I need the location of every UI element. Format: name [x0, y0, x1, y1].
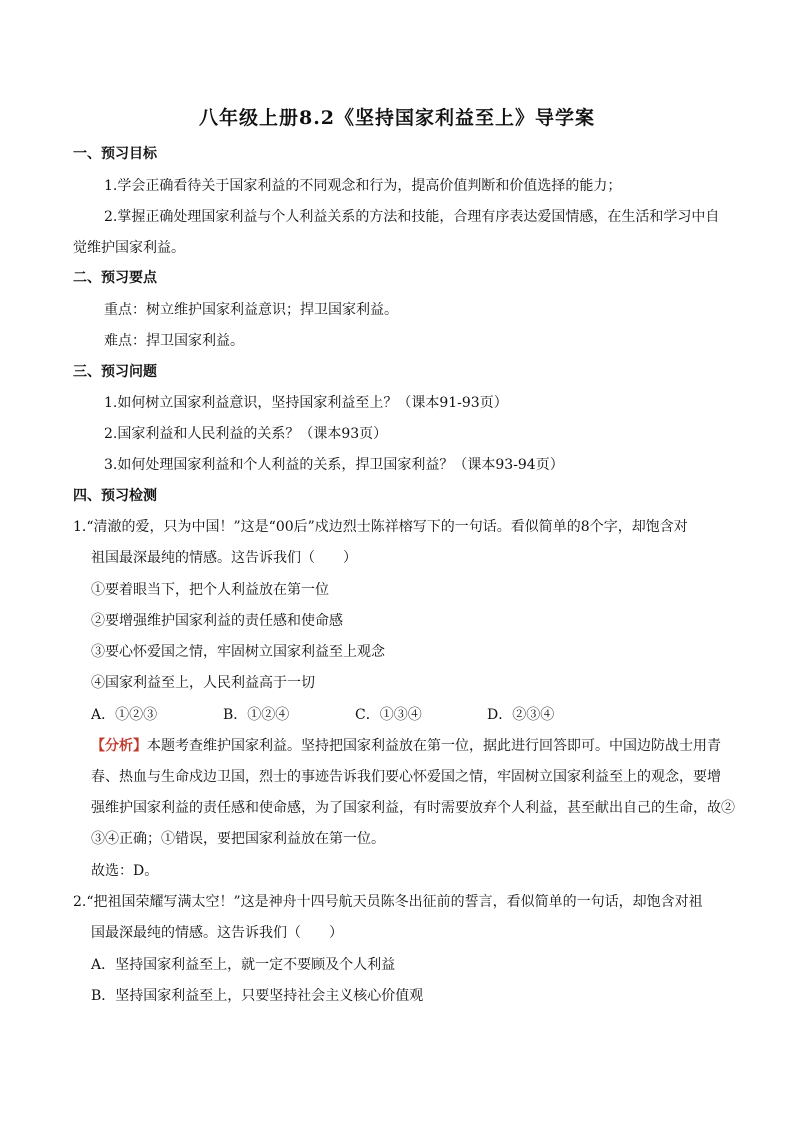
q1-option-d: D．②③④ [487, 707, 555, 723]
q1-analysis-line3: 强维护国家利益的责任感和使命感，为了国家利益，有时需要放弃个人利益，甚至献出自己的生命，故② [91, 800, 735, 816]
analysis-text: 本题考查维护国家利益。坚持把国家利益放在第一位，据此进行回答即可。中国边防战士用青 [147, 738, 721, 754]
key-point: 重点：树立维护国家利益意识；捍卫国家利益。 [104, 302, 398, 318]
goal-item-2: 2.掌握正确处理国家利益与个人利益关系的方法和技能，合理有序表达爱国情感，在生活和学习中自 [104, 209, 720, 225]
q1-analysis-line2: 春、热血与生命戍边卫国，烈士的事迹告诉我们要心怀爱国之情，牢固树立国家利益至上的观念，要增 [91, 769, 721, 785]
q2-stem-line1: 2.“把祖国荣耀写满太空！”这是神舟十四号航天员陈冬出征前的誓言，看似简单的一句话，却饱含对祖 [73, 894, 703, 910]
q1-options [91, 705, 691, 725]
document-title: 八年级上册8.2《坚持国家利益至上》导学案 [198, 107, 596, 129]
q2-stem-line2: 国最深最纯的情感。这告诉我们（ ） [91, 925, 343, 941]
q2-option-b: B．坚持国家利益至上，只要坚持社会主义核心价值观 [91, 988, 424, 1004]
q1-statement-2: ②要增强维护国家利益的责任感和使命感 [91, 613, 343, 629]
q1-analysis-line1 [91, 736, 721, 756]
question-item-1: 1.如何树立国家利益意识，坚持国家利益至上？（课本91-93页） [104, 395, 508, 411]
question-item-3: 3.如何处理国家利益和个人利益的关系，捍卫国家利益？（课本93-94页） [104, 457, 564, 473]
q1-answer: 故选：D。 [91, 863, 159, 879]
question-item-2: 2.国家利益和人民利益的关系？（课本93页） [104, 426, 388, 442]
q1-option-b: B．①②④ [223, 707, 290, 723]
analysis-tag: 【分析】 [91, 738, 147, 754]
goal-item-2-continued: 觉维护国家利益。 [73, 240, 185, 256]
section-heading-questions: 三、预习问题 [73, 364, 157, 380]
q1-stem-line1: 1.“清澈的爱，只为中国！”这是“00后”戍边烈士陈祥榕写下的一句话。看似简单的8个字，却饱含对 [73, 519, 688, 535]
goal-item-1: 1.学会正确看待关于国家利益的不同观念和行为，提高价值判断和价值选择的能力； [104, 178, 622, 194]
section-heading-goals: 一、预习目标 [73, 146, 157, 162]
q1-statement-1: ①要着眼当下，把个人利益放在第一位 [91, 582, 329, 598]
q1-option-a: A．①②③ [91, 707, 158, 723]
q1-statement-3: ③要心怀爱国之情，牢固树立国家利益至上观念 [91, 644, 385, 660]
q1-statement-4: ④国家利益至上，人民利益高于一切 [91, 675, 315, 691]
q2-option-a: A．坚持国家利益至上，就一定不要顾及个人利益 [91, 957, 396, 973]
q1-analysis-line4: ③④正确；①错误，要把国家利益放在第一位。 [91, 831, 385, 847]
q1-option-c: C．①③④ [355, 707, 422, 723]
section-heading-points: 二、预习要点 [73, 270, 157, 286]
difficult-point: 难点：捍卫国家利益。 [104, 333, 244, 349]
q1-stem-line2: 祖国最深最纯的情感。这告诉我们（ ） [91, 550, 357, 566]
section-heading-check: 四、预习检测 [73, 488, 157, 504]
